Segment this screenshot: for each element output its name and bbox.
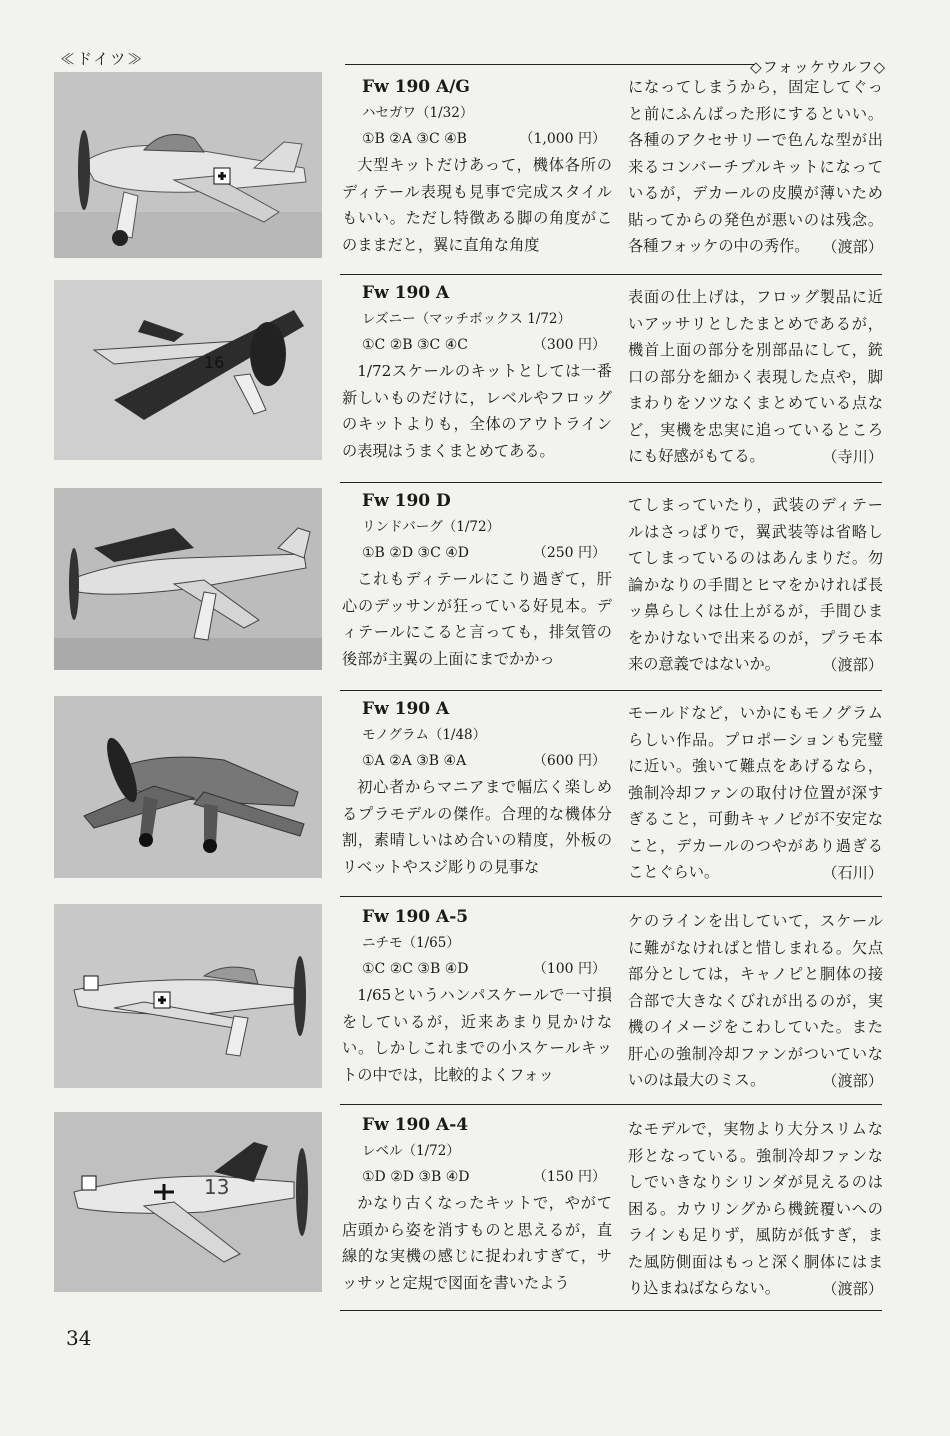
rating-grades: ①C ②B ③C ④C — [362, 337, 468, 353]
fuselage-number: 13 — [204, 1175, 230, 1199]
maker-scale: リンドバーグ（1/72） — [362, 519, 501, 535]
model-title: Fw 190 A — [362, 283, 450, 303]
ratings-row — [362, 956, 612, 982]
entry-divider — [340, 482, 882, 483]
review-text-part1: 1/65というハンパスケールで一寸損をしているが，近来あまり見かけない。しかしこれまでの小スケールキットの中では，比較的よくフォッ — [342, 986, 612, 1084]
aircraft-illustration — [54, 1112, 322, 1292]
review-text-part1: これもディテールにこり過ぎて，肝心のデッサンが狂っている好見本。ディテールにこると言っても，排気管の後部が主翼の上面にまでかかっ — [342, 570, 612, 668]
header-rule — [345, 64, 755, 65]
rating-grades: ①C ②C ③B ④D — [362, 961, 469, 977]
reviewer-initials: （渡部） — [822, 1071, 883, 1090]
review-text-part2: モールドなど，いかにもモノグラムらしい作品。プロポーションも完璧に近い。強いて難点をあげるなら，強制冷却ファンの取付け位置が深すぎること，可動キャノピが不安定なこと，デカールのつやがあり過ぎることぐらい。 — [628, 704, 883, 881]
entry-divider — [340, 690, 882, 691]
model-title: Fw 190 A/G — [362, 77, 470, 97]
ratings-row — [362, 332, 612, 358]
aircraft-illustration — [54, 72, 322, 258]
fuselage-number: 16 — [204, 353, 225, 372]
review-text-part2: てしまっていたり，武装のディテールはさっぱりで，翼武装等は省略してしまっているのはあんまりだ。勿論かなりの手間とヒマをかければ長ッ鼻らしくは仕上がるが，手間ひまをかけないで出来るのが，プラモ本来の意義ではないか。 — [628, 496, 883, 673]
review-text-part1: 大型キットだけあって，機体各所のディテール表現も見事で完成スタイルもいい。ただし特徴ある脚の角度がこのままだと，翼に直角な角度 — [342, 156, 612, 254]
rating-grades: ①A ②A ③B ④A — [362, 753, 467, 769]
model-title: Fw 190 A — [362, 699, 450, 719]
maker-scale: ハセガワ（1/32） — [362, 105, 474, 121]
page-number: 34 — [66, 1326, 92, 1350]
reviewer-initials: （渡部） — [822, 237, 883, 256]
maker-scale: レズニー（マッチボックス 1/72） — [362, 311, 572, 327]
review-text-part2: ケのラインを出していて，スケールに難がなければと惜しまれる。欠点部分としては，キャノピと胴体の接合部で大きなくびれが出るのが，実機のイメージをこわしていた。また肝心の強制冷却ファンがついていないのは最大のミス。 — [628, 912, 883, 1089]
reviewer-initials: （寺川） — [822, 447, 883, 466]
ratings-row — [362, 126, 612, 152]
plane-photo — [54, 696, 322, 878]
country-heading: ≪ドイツ≫ — [60, 50, 145, 68]
rating-grades: ①B ②D ③C ④D — [362, 545, 470, 561]
reviewer-initials: （渡部） — [822, 655, 883, 674]
price: （300 円） — [532, 337, 606, 353]
entry-divider — [340, 274, 882, 275]
plane-photo — [54, 904, 322, 1088]
price: （600 円） — [532, 753, 606, 769]
aircraft-illustration — [54, 280, 322, 460]
price: （250 円） — [532, 545, 606, 561]
maker-scale: レベル（1/72） — [362, 1143, 460, 1159]
price: （1,000 円） — [519, 131, 606, 147]
aircraft-illustration — [54, 696, 322, 878]
review-text-part1: 1/72スケールのキットとしては一番新しいものだけに，レベルやフロッグのキットよりも，全体のアウトラインの表現はうまくまとめてある。 — [342, 362, 612, 460]
review-text-part2: 表面の仕上げは，フロッグ製品に近いアッサリとしたまとめであるが，機首上面の部分を別部品にして，銃口の部分を細かく表現した点や，脚まわりをソツなくまとめている点など，実機を忠実に追っているところにも好感がもてる。 — [628, 288, 883, 465]
section-heading: ◇フォッケウルフ◇ — [750, 58, 886, 76]
maker-scale: ニチモ（1/65） — [362, 935, 460, 951]
reviewer-initials: （渡部） — [822, 1279, 883, 1298]
review-text-part2: なモデルで，実物より大分スリムな形となっている。強制冷却ファンなしでいきなりシリンダが見えるのは困る。カウリングから機銃覆いへのラインも足りず，風防が低すぎ，また風防側面はもっと深く胴体にはまり込まねばならない。 — [628, 1120, 883, 1297]
ratings-row — [362, 540, 612, 566]
rating-grades: ①B ②A ③C ④B — [362, 131, 467, 147]
review-text-part1: かなり古くなったキットで，やがて店頭から姿を消すものと思えるが，直線的な実機の感じに捉われすぎて，サッサッと定規で図面を書いたよう — [342, 1194, 612, 1292]
reviewer-initials: （石川） — [822, 863, 883, 882]
aircraft-illustration — [54, 904, 322, 1088]
model-title: Fw 190 A-5 — [362, 907, 469, 927]
ratings-row — [362, 1164, 612, 1190]
entry-divider — [340, 896, 882, 897]
plane-photo — [54, 1112, 322, 1292]
ratings-row — [362, 748, 612, 774]
review-text-part1: 初心者からマニアまで幅広く楽しめるプラモデルの傑作。合理的な機体分割，素晴しいはめ合いの精度，外板のリベットやスジ彫りの見事な — [342, 778, 612, 876]
entry-divider — [340, 1104, 882, 1105]
price: （100 円） — [532, 961, 606, 977]
entry-divider — [340, 1310, 882, 1311]
model-title: Fw 190 D — [362, 491, 451, 511]
plane-photo — [54, 488, 322, 670]
aircraft-illustration — [54, 488, 322, 670]
plane-photo — [54, 72, 322, 258]
price: （150 円） — [532, 1169, 606, 1185]
maker-scale: モノグラム（1/48） — [362, 727, 487, 743]
rating-grades: ①D ②D ③B ④D — [362, 1169, 470, 1185]
plane-photo — [54, 280, 322, 460]
review-text-part2: になってしまうから，固定してぐっと前にふんばった形にするといい。各種のアクセサリーで色んな型が出来るコンバーチブルキットになっているが，デカールの皮膜が薄いため貼ってからの発色が悪いのは残念。各種フォッケの中の秀作。 — [628, 78, 883, 255]
model-title: Fw 190 A-4 — [362, 1115, 469, 1135]
